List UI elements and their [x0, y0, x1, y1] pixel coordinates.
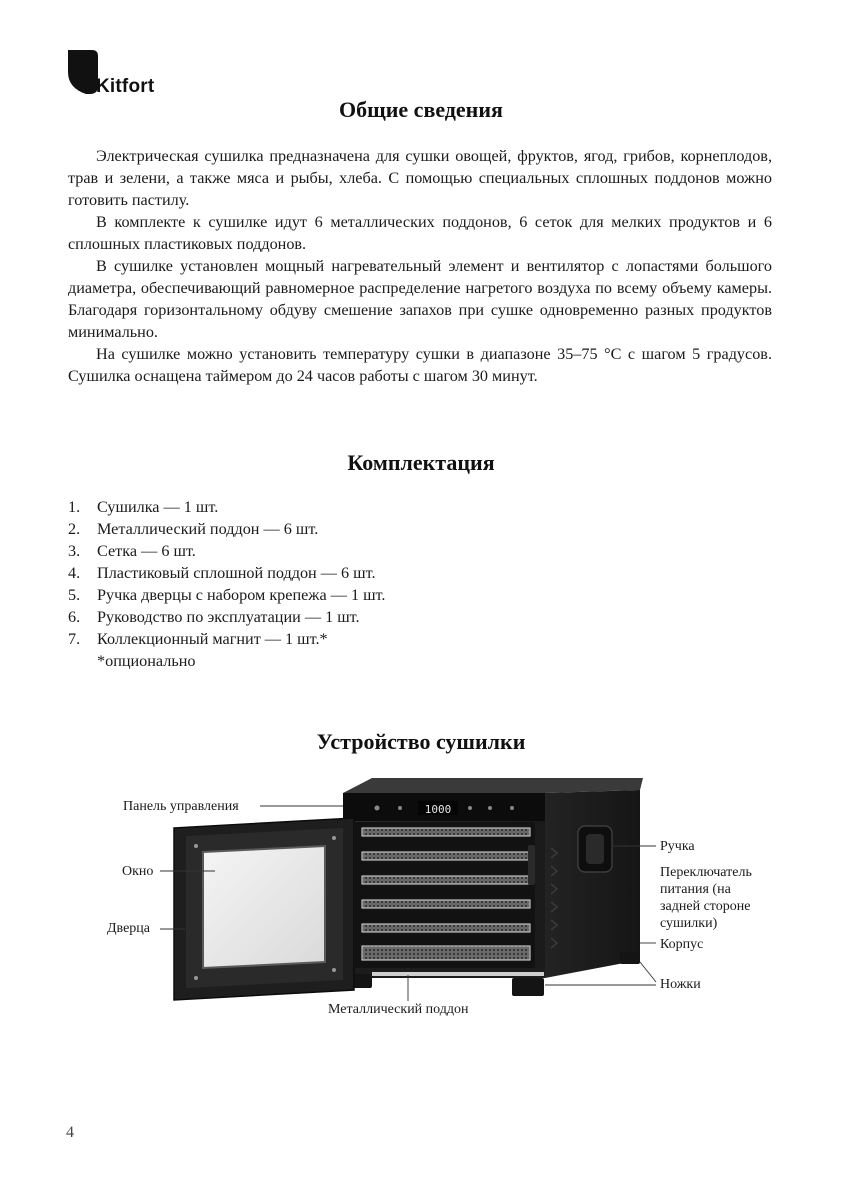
dryer-top [343, 778, 643, 793]
label-tray: Металлический поддон [328, 1002, 469, 1017]
display-readout: 1000 [424, 803, 452, 816]
paragraph: В комплекте к сушилке идут 6 металлических поддонов, 6 сеток для мелких продуктов и 6 сплошных пластиковых поддонов. [68, 213, 772, 253]
section-title-device: Устройство сушилки [316, 729, 526, 754]
label-window: Окно [122, 864, 154, 879]
paragraph: На сушилке можно установить температуру сушки в диапазоне 35–75 °С с шагом 5 градусов. Сушилка оснащена таймером до 24 часов работы с шагом 30 минут. [68, 345, 772, 385]
label-handle: Ручка [660, 839, 695, 854]
label-door: Дверца [107, 921, 150, 936]
label-control-panel: Панель управления [123, 799, 239, 814]
list-item: 2. Металлический поддон — 6 шт. [68, 520, 319, 538]
foot [620, 952, 640, 964]
label-body: Корпус [660, 937, 704, 952]
label-power-switch: Переключатель питания (на задней стороне сушилки) [660, 865, 752, 931]
optional-note: *опционально [97, 652, 196, 670]
section-title-package: Комплектация [347, 450, 495, 475]
list-item: 1. Сушилка — 1 шт. [68, 498, 219, 516]
list-item: 6. Руководство по эксплуатации — 1 шт. [68, 608, 360, 626]
section-title-general: Общие сведения [339, 97, 503, 122]
brand-name: Kitfort [96, 76, 155, 97]
foot [512, 978, 544, 996]
list-item: 4. Пластиковый сплошной поддон — 6 шт. [68, 564, 376, 582]
dryer-side [545, 790, 640, 978]
paragraph: В сушилке установлен мощный нагревательный элемент и вентилятор с лопастями большого диаметра, обеспечивающий равномерное распределение нагретого воздуха по всему объему камеры. Благодаря горизонтальному обдуву смешение запахов при сушке одновременно разных продуктов минимально. [68, 257, 772, 341]
paragraph: Электрическая сушилка предназначена для сушки овощей, фруктов, ягод, грибов, корнеплодов, трав и зелени, а также мяса и рыбы, хлеба. С помощью специальных сплошных поддонов можно готовить пастилу. [68, 147, 772, 209]
list-item: 5. Ручка дверцы с набором крепежа — 1 шт. [68, 586, 386, 604]
list-item: 7. Коллекционный магнит — 1 шт.* [68, 630, 328, 648]
door-window [203, 846, 325, 968]
page-number: 4 [66, 1124, 74, 1141]
list-item: 3. Сетка — 6 шт. [68, 542, 196, 560]
label-feet: Ножки [660, 977, 701, 992]
